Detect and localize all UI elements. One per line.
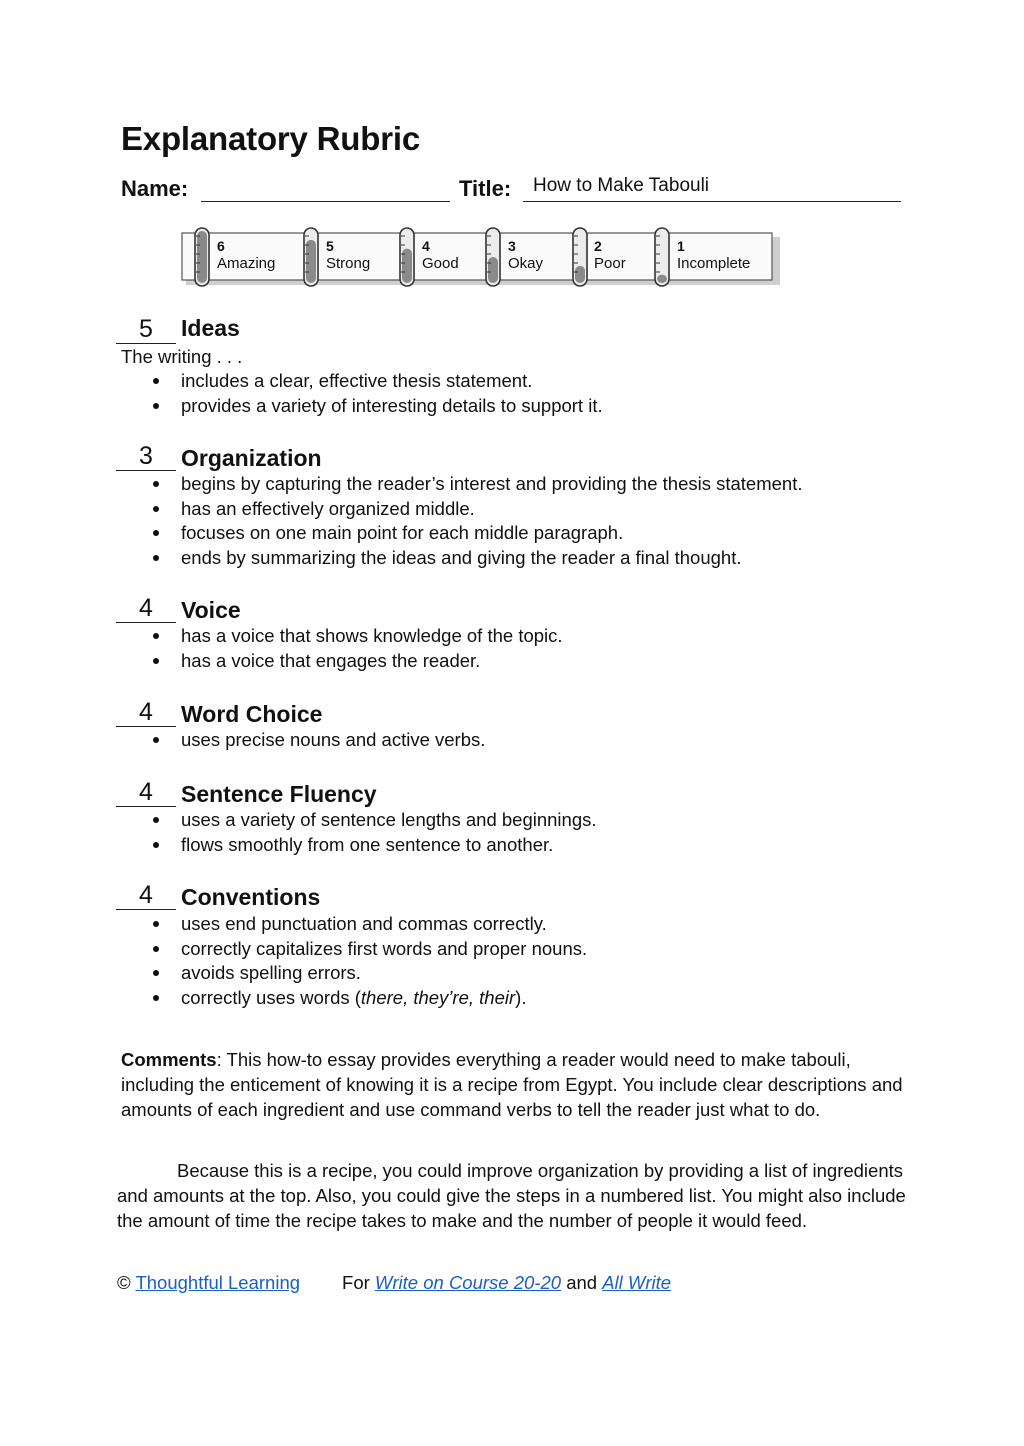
link-write-on-course[interactable]: Write on Course 20-20 [374,1272,562,1293]
list-item: includes a clear, effective thesis statement. [181,369,603,394]
bullet-list-ideas [181,369,603,418]
section-lead: The writing . . . [121,346,243,367]
score-voice: 4 [116,594,176,623]
comments-text: : This how-to essay provides everything a reader would need to make tabouli, including the enticement of knowing it is a recipe from Egypt. You include clear descriptions and amounts of each ingredient and use command verbs to tell the reader just what to do. [121,1049,903,1120]
list-item: begins by capturing the reader’s interest and providing the thesis statement. [181,472,803,497]
list-item: avoids spelling errors. [181,961,587,986]
scale-item-2: 2 Poor [594,238,626,272]
score-word-choice: 4 [116,698,176,727]
bullet-list-sentence-fluency [181,808,597,857]
heading-voice: Voice [181,597,241,623]
link-all-write[interactable]: All Write [602,1272,672,1293]
list-item: correctly capitalizes first words and proper nouns. [181,937,587,962]
score-sentence-fluency: 4 [116,778,176,807]
test-tube-icon-3 [486,228,500,286]
scale-item-6: 6 Amazing [217,238,276,272]
list-item: has a voice that shows knowledge of the topic. [181,624,563,649]
comments-paragraph [121,1047,911,1122]
footer-and: and [566,1272,598,1293]
list-item: provides a variety of interesting details to support it. [181,394,603,419]
heading-ideas: Ideas [181,315,240,341]
copyright-symbol: © [117,1272,131,1293]
name-title-row [121,172,911,208]
list-item: correctly uses words (there, they’re, their). [181,986,587,1011]
title-label: Title: [459,176,512,201]
scale-item-4: 4 Good [422,238,459,272]
score-organization: 3 [116,442,176,471]
bullet-list-organization [181,472,803,570]
test-tube-icon-6 [195,228,209,286]
list-item: uses a variety of sentence lengths and beginnings. [181,808,597,833]
test-tube-icon-5 [304,228,318,286]
list-item: uses end punctuation and commas correctly. [181,912,587,937]
score-conventions: 4 [116,881,176,910]
list-item: flows smoothly from one sentence to another. [181,833,597,858]
page-title: Explanatory Rubric [121,120,420,157]
rating-scale [180,226,780,290]
list-item: uses precise nouns and active verbs. [181,728,485,753]
test-tube-icon-4 [400,228,414,286]
list-item: focuses on one main point for each middle paragraph. [181,521,803,546]
name-field-line [201,201,450,202]
list-item: has a voice that engages the reader. [181,649,563,674]
name-label: Name: [121,176,189,201]
heading-sentence-fluency: Sentence Fluency [181,781,377,807]
scale-item-5: 5 Strong [326,238,371,272]
footer-for: For [342,1272,370,1293]
heading-organization: Organization [181,445,322,471]
bullet-list-word-choice [181,728,485,753]
heading-word-choice: Word Choice [181,701,323,727]
scale-item-3: 3 Okay [508,238,544,272]
title-field-line [523,201,901,202]
comments-label: Comments [121,1049,217,1070]
heading-conventions: Conventions [181,884,321,910]
italic-words: there, they’re, their [360,986,516,1008]
comments-paragraph-2: Because this is a recipe, you could improve organization by providing a list of ingredients and amounts at the top. Also, you could give the steps in a numbered list. You might also include the amount of time the recipe takes to make and the number of people it would feed. [117,1160,906,1231]
score-ideas: 5 [116,315,176,344]
title-field[interactable]: How to Make Tabouli [533,175,710,196]
list-item: has an effectively organized middle. [181,497,803,522]
link-thoughtful-learning[interactable]: Thoughtful Learning [135,1272,301,1293]
footer [117,1270,671,1295]
bullet-list-conventions [181,912,587,1010]
scale-item-1: 1 Incomplete [677,238,751,272]
test-tube-icon-1 [655,228,669,286]
bullet-list-voice [181,624,563,673]
test-tube-icon-2 [573,228,587,286]
list-item: ends by summarizing the ideas and giving the reader a final thought. [181,546,803,571]
